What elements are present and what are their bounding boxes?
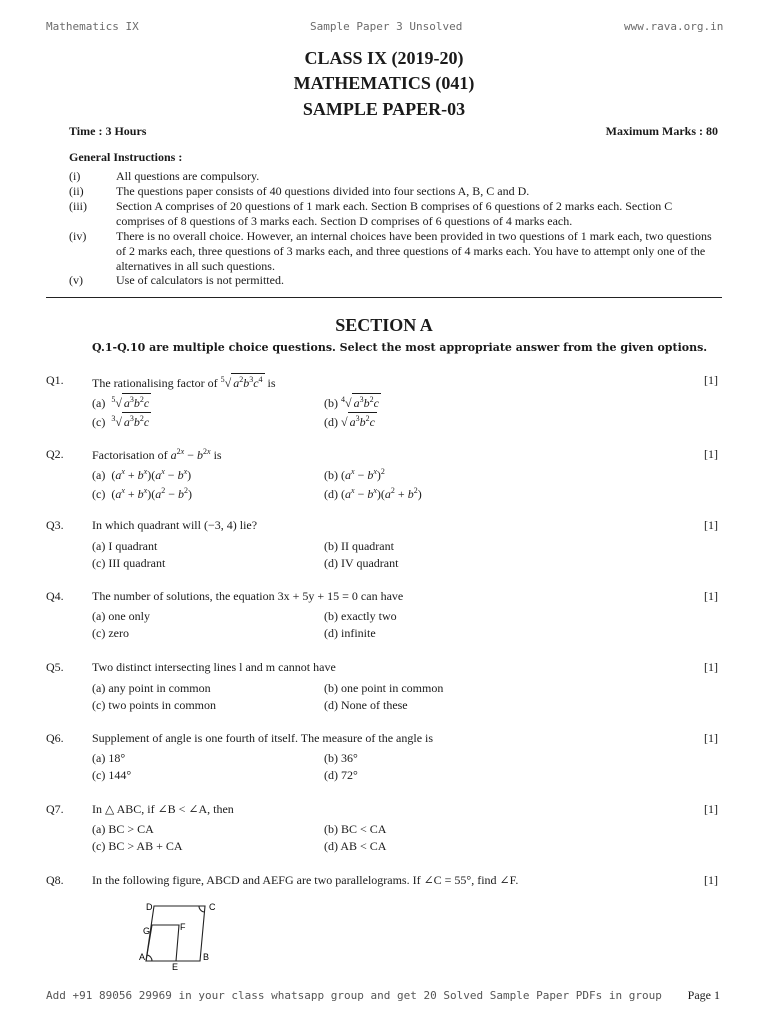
- option-a: (a) 18°: [92, 751, 126, 765]
- label-a: A: [139, 952, 146, 962]
- option-d: (d) √ $a^3b^2c$: [324, 414, 375, 429]
- footer-whatsapp-ad: Add +91 89056 29969 in your class whatsapp group and get 20 Solved Sample Paper PDFs in group: [46, 989, 662, 1002]
- marks-label: [1]: [704, 660, 718, 674]
- title-class: CLASS IX (2019-20): [304, 48, 464, 68]
- time-label: Time : 3 Hours: [69, 124, 147, 138]
- label-g: G: [143, 926, 151, 936]
- page-number: Page 1: [687, 988, 720, 1002]
- instruction-number: (i): [69, 169, 81, 183]
- divider-line: [46, 297, 722, 298]
- question-number: Q1.: [46, 373, 64, 387]
- question-number: Q3.: [46, 518, 64, 532]
- title-paper: SAMPLE PAPER-03: [302, 99, 466, 119]
- option-c: (c) 144°: [92, 768, 132, 782]
- option-b: (b) exactly two: [324, 609, 397, 623]
- question-number: Q2.: [46, 447, 64, 461]
- question-text: Two distinct intersecting lines l and m cannot have: [92, 660, 336, 674]
- question-text: Supplement of angle is one fourth of itself. The measure of the angle is: [92, 731, 434, 745]
- marks-label: [1]: [704, 518, 718, 532]
- instruction-number: (ii): [69, 184, 84, 198]
- option-d: (d) 72°: [324, 768, 358, 782]
- label-d: D: [146, 902, 153, 912]
- option-c: (c) BC > AB + CA: [92, 839, 183, 853]
- marks-label: [1]: [704, 802, 718, 816]
- option-b: (b) $^4$√ $a^3b^2c$: [324, 395, 379, 410]
- header-website[interactable]: www.rava.org.in: [624, 20, 724, 33]
- option-a: (a) BC > CA: [92, 822, 154, 836]
- instruction-number: (iii): [69, 199, 87, 213]
- question-text: In △ ABC, if ∠B < ∠A, then: [92, 802, 234, 816]
- option-b: (b) BC < CA: [324, 822, 387, 836]
- instruction-text: Section A comprises of 20 questions of 1 mark each. Section B comprises of 6 questions of 2 marks each. Section C comprises of 8 questions of 3 marks each. Section D comprises of 6 questions of 4 marks each.: [116, 199, 673, 228]
- option-a: (a) I quadrant: [92, 539, 158, 553]
- option-d: (d) None of these: [324, 698, 408, 712]
- option-a: (a) $^5$√ $a^3b^2c$: [92, 395, 150, 410]
- parallelogram-aefg: [146, 925, 179, 961]
- question-text: Factorisation of $a^{2x} - b^{2x}$ is: [92, 447, 222, 462]
- question-text: The number of solutions, the equation 3x + 5y + 15 = 0 can have: [92, 589, 404, 603]
- marks-label: [1]: [704, 873, 718, 887]
- option-a: (a) $(a^x + b^x)(a^x - b^x)$: [92, 467, 192, 482]
- option-b: (b) one point in common: [324, 681, 444, 695]
- label-b: B: [203, 952, 210, 962]
- header-subject: Mathematics IX: [46, 20, 139, 33]
- question-number: Q7.: [46, 802, 64, 816]
- option-c: (c) $^3$√ $a^3b^2c$: [92, 414, 150, 429]
- section-instructions: Q.1-Q.10 are multiple choice questions. Select the most appropriate answer from the given options.: [92, 341, 708, 354]
- option-b: (b) II quadrant: [324, 539, 394, 553]
- marks-label: [1]: [704, 447, 718, 461]
- option-d: (d) IV quadrant: [324, 556, 399, 570]
- question-number: Q4.: [46, 589, 64, 603]
- parallelogram-figure: [136, 898, 226, 974]
- marks-label: [1]: [704, 731, 718, 745]
- label-f: F: [180, 922, 186, 932]
- option-c: (c) $(a^x + b^x)(a^2 - b^2)$: [92, 486, 193, 501]
- instruction-text: The questions paper consists of 40 questions divided into four sections A, B, C and D.: [116, 184, 530, 198]
- option-c: (c) III quadrant: [92, 556, 166, 570]
- question-text: The rationalising factor of $^5$√ $a^2b^3c^4$ is: [92, 375, 276, 390]
- math-expression: $^5$√ $a^2b^3c^4$: [220, 375, 263, 390]
- option-c: (c) two points in common: [92, 698, 216, 712]
- option-d: (d) $(a^x - b^x)(a^2 + b^2)$: [324, 486, 422, 501]
- instruction-text: There is no overall choice. However, an internal choices have been provided in two questions of 1 mark each, two questions of 2 marks each, three questions of 3 marks each, and three questions of 4 marks each. You have to attempt only one of the alternatives in all such questions.: [116, 229, 712, 273]
- option-b: (b) $(a^x - b^x)^2$: [324, 467, 385, 482]
- instruction-number: (iv): [69, 229, 87, 243]
- label-e: E: [172, 962, 179, 972]
- angle-a-arc: [147, 955, 152, 961]
- option-d: (d) AB < CA: [324, 839, 387, 853]
- instructions-heading: General Instructions :: [69, 150, 183, 164]
- option-a: (a) one only: [92, 609, 150, 623]
- option-c: (c) zero: [92, 626, 129, 640]
- question-number: Q5.: [46, 660, 64, 674]
- title-subject: MATHEMATICS (041): [293, 73, 475, 93]
- question-number: Q6.: [46, 731, 64, 745]
- option-b: (b) 36°: [324, 751, 358, 765]
- section-title: SECTION A: [335, 315, 433, 335]
- question-number: Q8.: [46, 873, 64, 887]
- instruction-text: Use of calculators is not permitted.: [116, 273, 284, 287]
- instruction-number: (v): [69, 273, 83, 287]
- question-text: In which quadrant will (−3, 4) lie?: [92, 518, 258, 532]
- parallelogram-abcd: [146, 906, 205, 961]
- instruction-text: All questions are compulsory.: [116, 169, 260, 183]
- option-d: (d) infinite: [324, 626, 376, 640]
- question-text: In the following figure, ABCD and AEFG are two parallelograms. If ∠C = 55°, find ∠F.: [92, 873, 519, 887]
- header-paper: Sample Paper 3 Unsolved: [310, 20, 463, 33]
- marks-label: [1]: [704, 373, 718, 387]
- marks-label: [1]: [704, 589, 718, 603]
- option-a: (a) any point in common: [92, 681, 211, 695]
- max-marks-label: Maximum Marks : 80: [605, 124, 718, 138]
- label-c: C: [209, 902, 216, 912]
